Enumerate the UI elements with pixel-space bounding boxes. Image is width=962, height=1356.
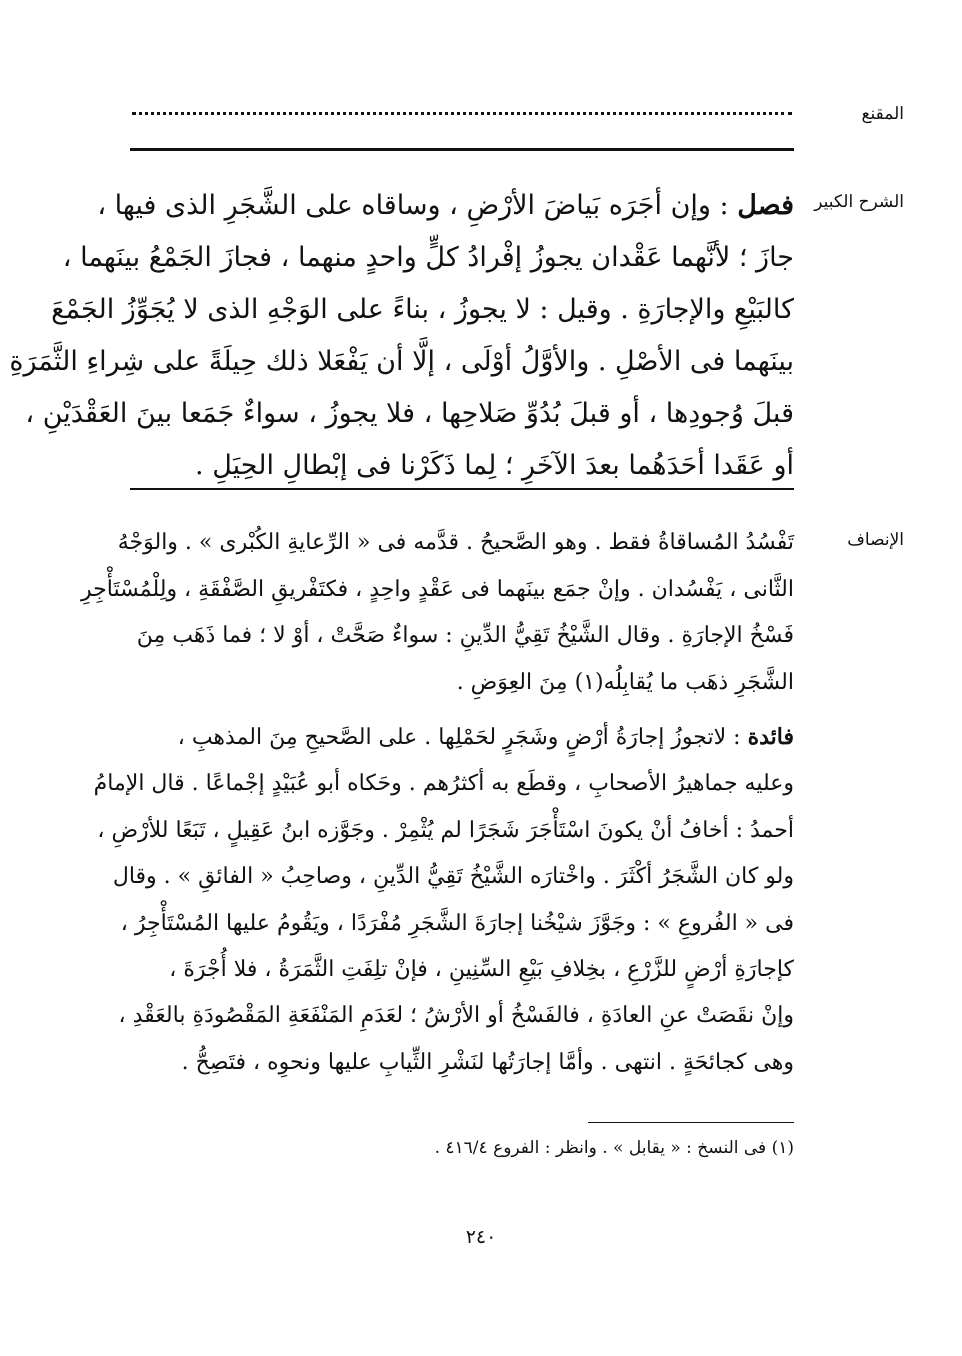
fasl-heading: فصل — [737, 190, 794, 221]
page-number: ٢٤٠ — [465, 1226, 497, 1248]
sharh-text-block — [9, 180, 794, 492]
insaf-line-4: الشَّجَرِ ذهَب ما يُقابِلُه(١) مِنَ العِوَضِ . — [456, 669, 794, 695]
sharh-line-1 — [97, 180, 794, 232]
faida-line-8: وهى كجائحَةٍ . انتهى . وأمَّا إجارَتُها لنَشْرِ الثِّيابِ عليها ونحوِه ، فتَصِحُّ . — [181, 1049, 794, 1075]
faida-line-2: وعليه جماهيرُ الأصحابِ ، وقطَع به أكثرُهم . وحَكاه أبو عُبَيْدٍ إجْماعًا . قال الإمامُ — [93, 771, 794, 797]
faida-line-3: أحمدُ : أخافُ أنْ يكونَ اسْتَأْجَرَ شَجَرًا لم يُثْمِرْ . وجَوَّزه ابنُ عَقِيلٍ ، تَبَعًا للأرْضِ ، — [97, 817, 794, 843]
faida-line-4: ولو كان الشَّجَرُ أكْثَرَ . واخْتارَه الشَّيْخُ تَقِيُّ الدِّينِ ، وصاحِبُ « الفائقِ » . وقال — [112, 864, 794, 890]
label-sharh-kabir: الشرح الكبير — [814, 192, 904, 212]
faida-line-1-text: : لاتجوزُ إجارَةُ أرْضٍ وشَجَرٍ لحَمْلِها . على الصَّحيحِ مِنَ المذهبِ ، — [177, 725, 741, 750]
sharh-line-6: أو عَقَدا أحَدَهُما بعدَ الآخَرِ ؛ لِما ذَكَرْنا فى إبْطالِ الحِيَلِ . — [195, 450, 794, 481]
insaf-text-block — [81, 520, 794, 706]
faida-line-5: فى « الفُروعِ » : وجَوَّزَ شيْخُنا إجارَةَ الشَّجَرِ مُفْرَدًا ، ويَقُومُ عليها المُسْتَأْجِرُ ، — [120, 910, 794, 936]
insaf-line-2: الثَّانى ، يَفْسُدان . وإنْ جمَع بينَهما فى عَقْدٍ واحِدٍ ، فكتَفْريقِ الصَّفْقَةِ ، ولِلْمُسْتَأْجِرِ — [81, 576, 794, 602]
footnote-rule — [588, 1122, 794, 1123]
sharh-line-5: قبلَ وُجودِها ، أو قبلَ بُدُوِّ صَلاحِها ، فلا يجوزُ ، سواءٌ جَمَعا بينَ العَقْدَيْنِ ، — [25, 398, 794, 429]
faida-line-1 — [130, 714, 794, 761]
section-divider — [130, 488, 794, 490]
sharh-line-2: جازَ ؛ لأنَّهما عَقْدان يجوزُ إفْرادُ كلٍّ واحدٍ منهما ، فجازَ الجَمْعُ بينَهما ، — [62, 242, 794, 273]
header-rule — [130, 148, 794, 151]
faida-text-block — [93, 714, 794, 1086]
footnote: (١) فى النسخ : « يقابل » . وانظر : الفروع ٤١٦/٤ . — [434, 1138, 794, 1158]
faida-line-6: كإجارَةِ أرْضٍ للزَّرْعِ ، بخِلافِ بَيْعِ السِّنِينِ ، فإنْ تلِفَتِ الثَّمَرَةُ ، فلا أُجْرَةَ ، — [169, 957, 794, 983]
sharh-line-3: كالبَيْعِ والإجارَةِ . وقيل : لا يجوزُ ، بناءً على الوَجْهِ الذى لا يُجَوِّزُ الجَمْعَ — [51, 294, 794, 325]
insaf-line-3: فَسْخُ الإجارَةِ . وقال الشَّيْخُ تَقِيُّ الدِّينِ : سواءٌ صَحَّتْ ، أوْ لا ؛ فما ذَهَب مِنَ — [136, 623, 794, 648]
faida-heading: فائدة — [747, 724, 794, 750]
book-title: المقنع — [861, 104, 904, 124]
header-dotted-leader — [132, 112, 792, 115]
sharh-line-1-text: : وإن أجَرَه بَياضَ الأرْضِ ، وساقاه على الشَّجَرِ الذى فيها ، — [97, 190, 729, 221]
insaf-line-1: تَفْسُدُ المُساقاةُ فقط . وهو الصَّحيحُ . قدَّمه فى « الرِّعايةِ الكُبْرى » . والوَجْهُ — [117, 530, 794, 555]
faida-line-7: وإنْ نقَصَتْ عنِ العادَةِ ، فالفَسْخُ أو الأرْشُ ؛ لعَدَمِ المَنْفَعَةِ المَقْصُودَةِ بالعَقْدِ ، — [118, 1003, 794, 1029]
label-insaf: الإنصاف — [847, 530, 904, 550]
sharh-line-4: بينَهما فى الأصْلِ . والأوَّلُ أوْلَى ، إلَّا أن يَفْعَلا ذلك حِيلَةً على شِراءِ الثَّمَرَةِ — [9, 346, 794, 377]
